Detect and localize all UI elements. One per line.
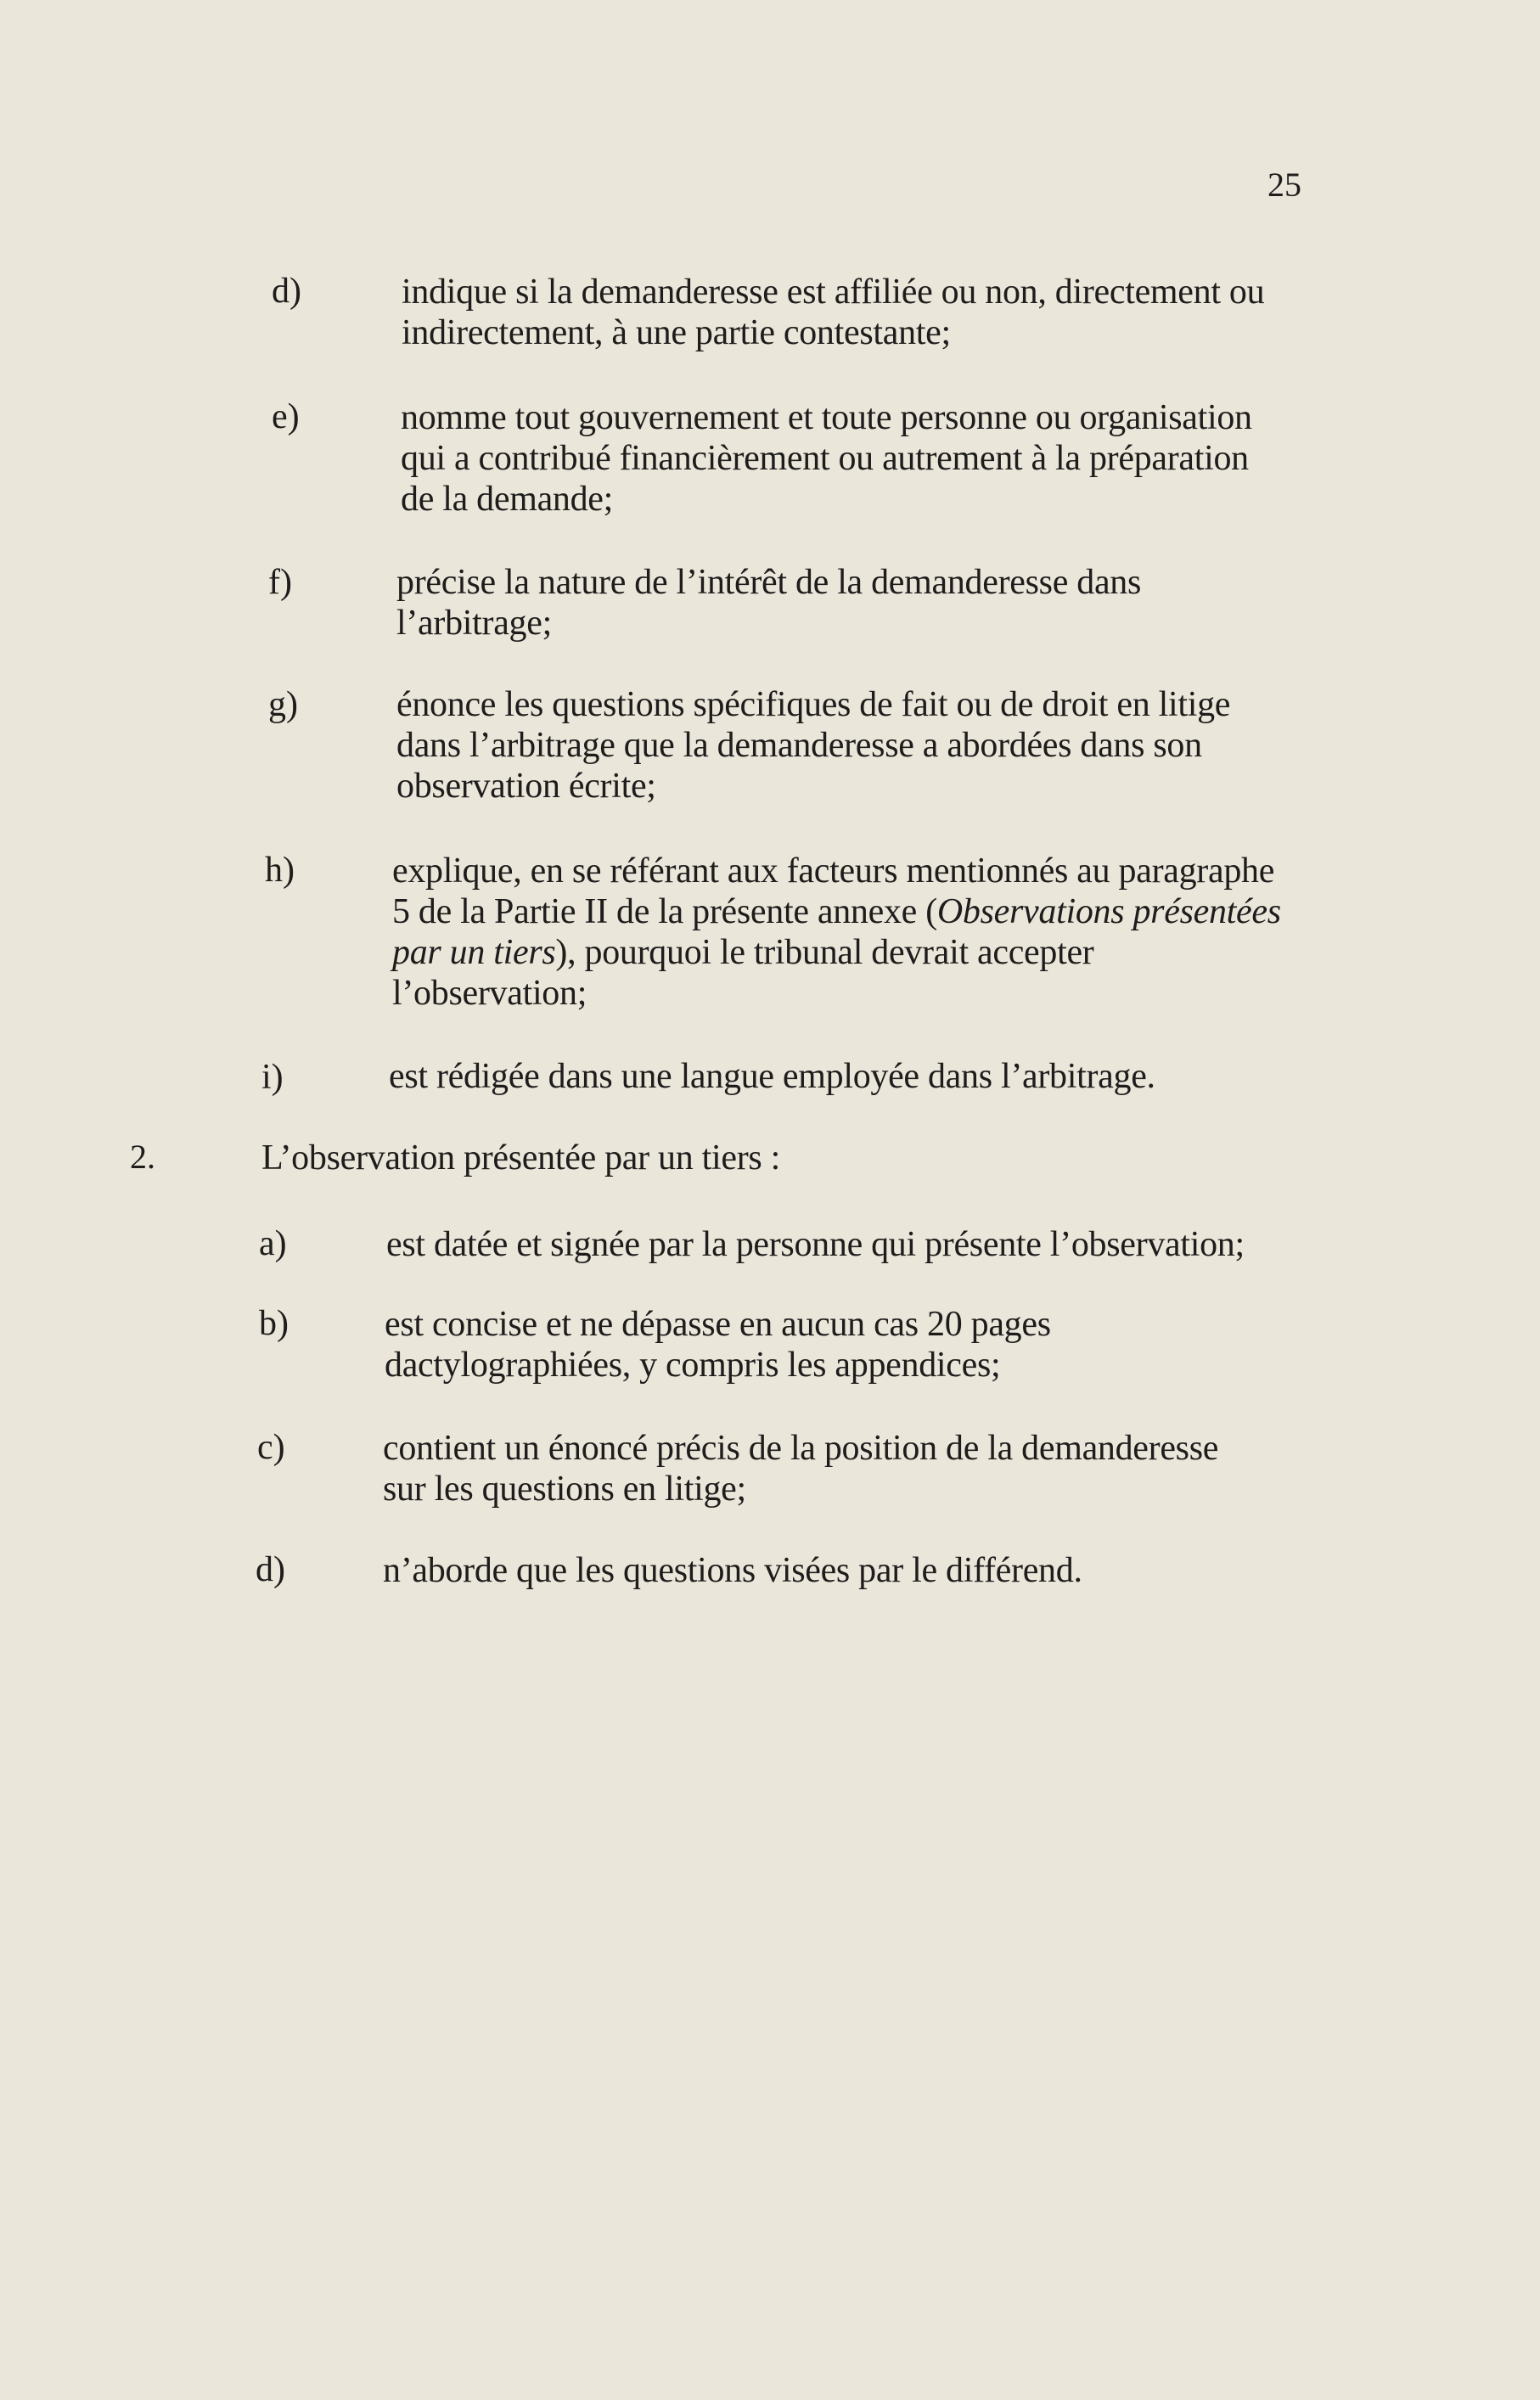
list-item-text: n’aborde que les questions visées par le différend. [383,1551,1082,1590]
list-item-text: contient un énoncé précis de la position de la demanderesse sur les questions en litige; [383,1429,1219,1509]
list-item-text: est datée et signée par la personne qui présente l’observation; [386,1225,1245,1264]
italic-title: Observations présentées par un tiers [392,892,1281,972]
list-item-marker: g) [268,685,298,724]
list-item-text: est concise et ne dépasse en aucun cas 20 pages dactylographiées, y compris les appendices; [385,1305,1051,1385]
list-item-text: précise la nature de l’intérêt de la demanderesse dans l’arbitrage; [396,563,1142,643]
text-run: explique, en se référant aux facteurs mentionnés au paragraphe 5 de la Partie II de la présente annexe ( [392,852,1275,931]
list-item-marker: c) [257,1428,285,1467]
list-item-marker: i) [261,1058,284,1097]
list-item-text [392,851,1284,1014]
section-heading: L’observation présentée par un tiers : [261,1138,781,1178]
list-item-text: énonce les questions spécifiques de fait ou de droit en litige dans l’arbitrage que la demanderesse a abordées dans son observation écrite; [396,685,1231,806]
section-number: 2. [130,1138,155,1176]
list-item-marker: h) [265,851,295,890]
list-item-marker: e) [272,397,300,436]
list-item-marker: b) [259,1304,289,1343]
list-item-marker: d) [272,272,301,311]
list-item-marker: a) [259,1224,287,1263]
text-run: ), pourquoi le tribunal devrait accepter l’observation; [392,933,1094,1013]
list-item-text: nomme tout gouvernement et toute personne ou organisation qui a contribué financièrement ou autrement à la préparation de la demande; [401,398,1252,519]
list-item-marker: d) [256,1550,285,1589]
list-item-text: indique si la demanderesse est affiliée ou non, directement ou indirectement, à une partie contestante; [402,273,1265,352]
list-item-text: est rédigée dans une langue employée dans l’arbitrage. [389,1057,1155,1096]
page-number: 25 [1267,166,1301,204]
list-item-marker: f) [268,563,292,602]
